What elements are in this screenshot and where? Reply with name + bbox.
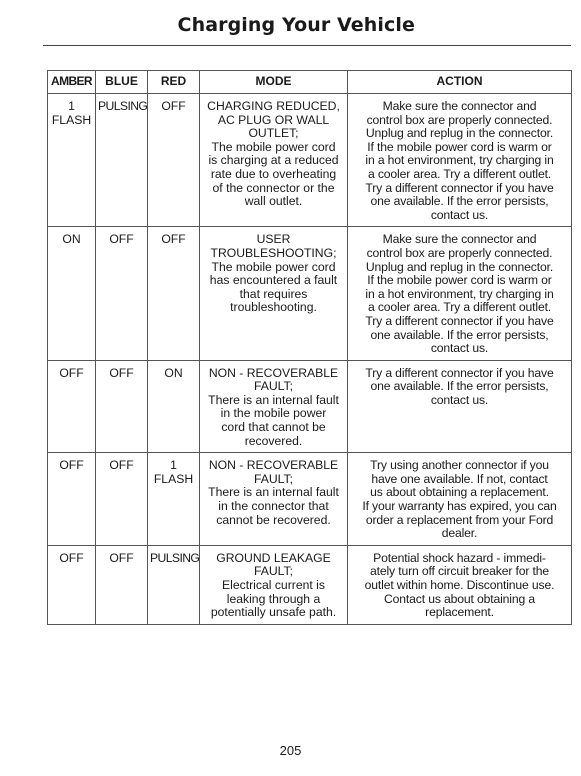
title-divider — [43, 45, 571, 46]
mode-cell: GROUND LEAKAGE FAULT; Electrical current is leaking through a potentially unsafe path. — [200, 545, 348, 624]
action-cell: Try using another connector if you have one available. If not, contact us about obtaining a replacement. If your warranty has expired, you can order a replacement from your Ford dealer. — [348, 453, 572, 546]
blue-cell: OFF — [96, 227, 148, 360]
red-cell: 1 FLASH — [148, 453, 200, 546]
page-number: 205 — [279, 743, 302, 758]
column-header-blue: BLUE — [96, 71, 148, 94]
action-cell: Try a different connector if you have one available. If the error persists, contact us. — [348, 360, 572, 453]
page-title: Charging Your Vehicle — [177, 14, 415, 36]
amber-cell: OFF — [48, 545, 96, 624]
red-cell: PULSING — [148, 545, 200, 624]
table-row — [48, 545, 572, 624]
led-status-table — [47, 70, 572, 625]
table-header-row — [48, 71, 572, 94]
blue-cell: OFF — [96, 545, 148, 624]
table-row — [48, 227, 572, 360]
action-cell: Potential shock hazard - immedi- ately turn off circuit breaker for the outlet within home. Discontinue use. Contact us about obtaining a replacement. — [348, 545, 572, 624]
amber-cell: OFF — [48, 453, 96, 546]
mode-cell: USER TROUBLESHOOTING; The mobile power cord has encountered a fault that requires troubleshooting. — [200, 227, 348, 360]
red-cell: OFF — [148, 227, 200, 360]
column-header-mode: MODE — [200, 71, 348, 94]
action-cell: Make sure the connector and control box are properly connected. Unplug and replug in the connector. If the mobile power cord is warm or in a hot environment, try charging in a cooler area. Try a different outlet. Try a different connector if you have one available. If the error persists, contact us. — [348, 227, 572, 360]
red-cell: OFF — [148, 94, 200, 227]
amber-cell: OFF — [48, 360, 96, 453]
mode-cell: NON - RECOVERABLE FAULT; There is an internal fault in the mobile power cord that cannot be recovered. — [200, 360, 348, 453]
mode-cell: NON - RECOVERABLE FAULT; There is an internal fault in the connector that cannot be recovered. — [200, 453, 348, 546]
blue-cell: OFF — [96, 360, 148, 453]
amber-cell: ON — [48, 227, 96, 360]
column-header-action: ACTION — [348, 71, 572, 94]
red-cell: ON — [148, 360, 200, 453]
blue-cell: PULSING — [96, 94, 148, 227]
amber-cell: 1 FLASH — [48, 94, 96, 227]
table-row — [48, 453, 572, 546]
action-cell: Make sure the connector and control box are properly connected. Unplug and replug in the connector. If the mobile power cord is warm or in a hot environment, try charging in a cooler area. Try a different outlet. Try a different connector if you have one available. If the error persists, contact us. — [348, 94, 572, 227]
blue-cell: OFF — [96, 453, 148, 546]
mode-cell: CHARGING REDUCED, AC PLUG OR WALL OUTLET; The mobile power cord is charging at a reduced rate due to overheating of the connector or the wall outlet. — [200, 94, 348, 227]
column-header-red: RED — [148, 71, 200, 94]
table-row — [48, 94, 572, 227]
table-row — [48, 360, 572, 453]
column-header-amber: AMBER — [48, 71, 96, 94]
